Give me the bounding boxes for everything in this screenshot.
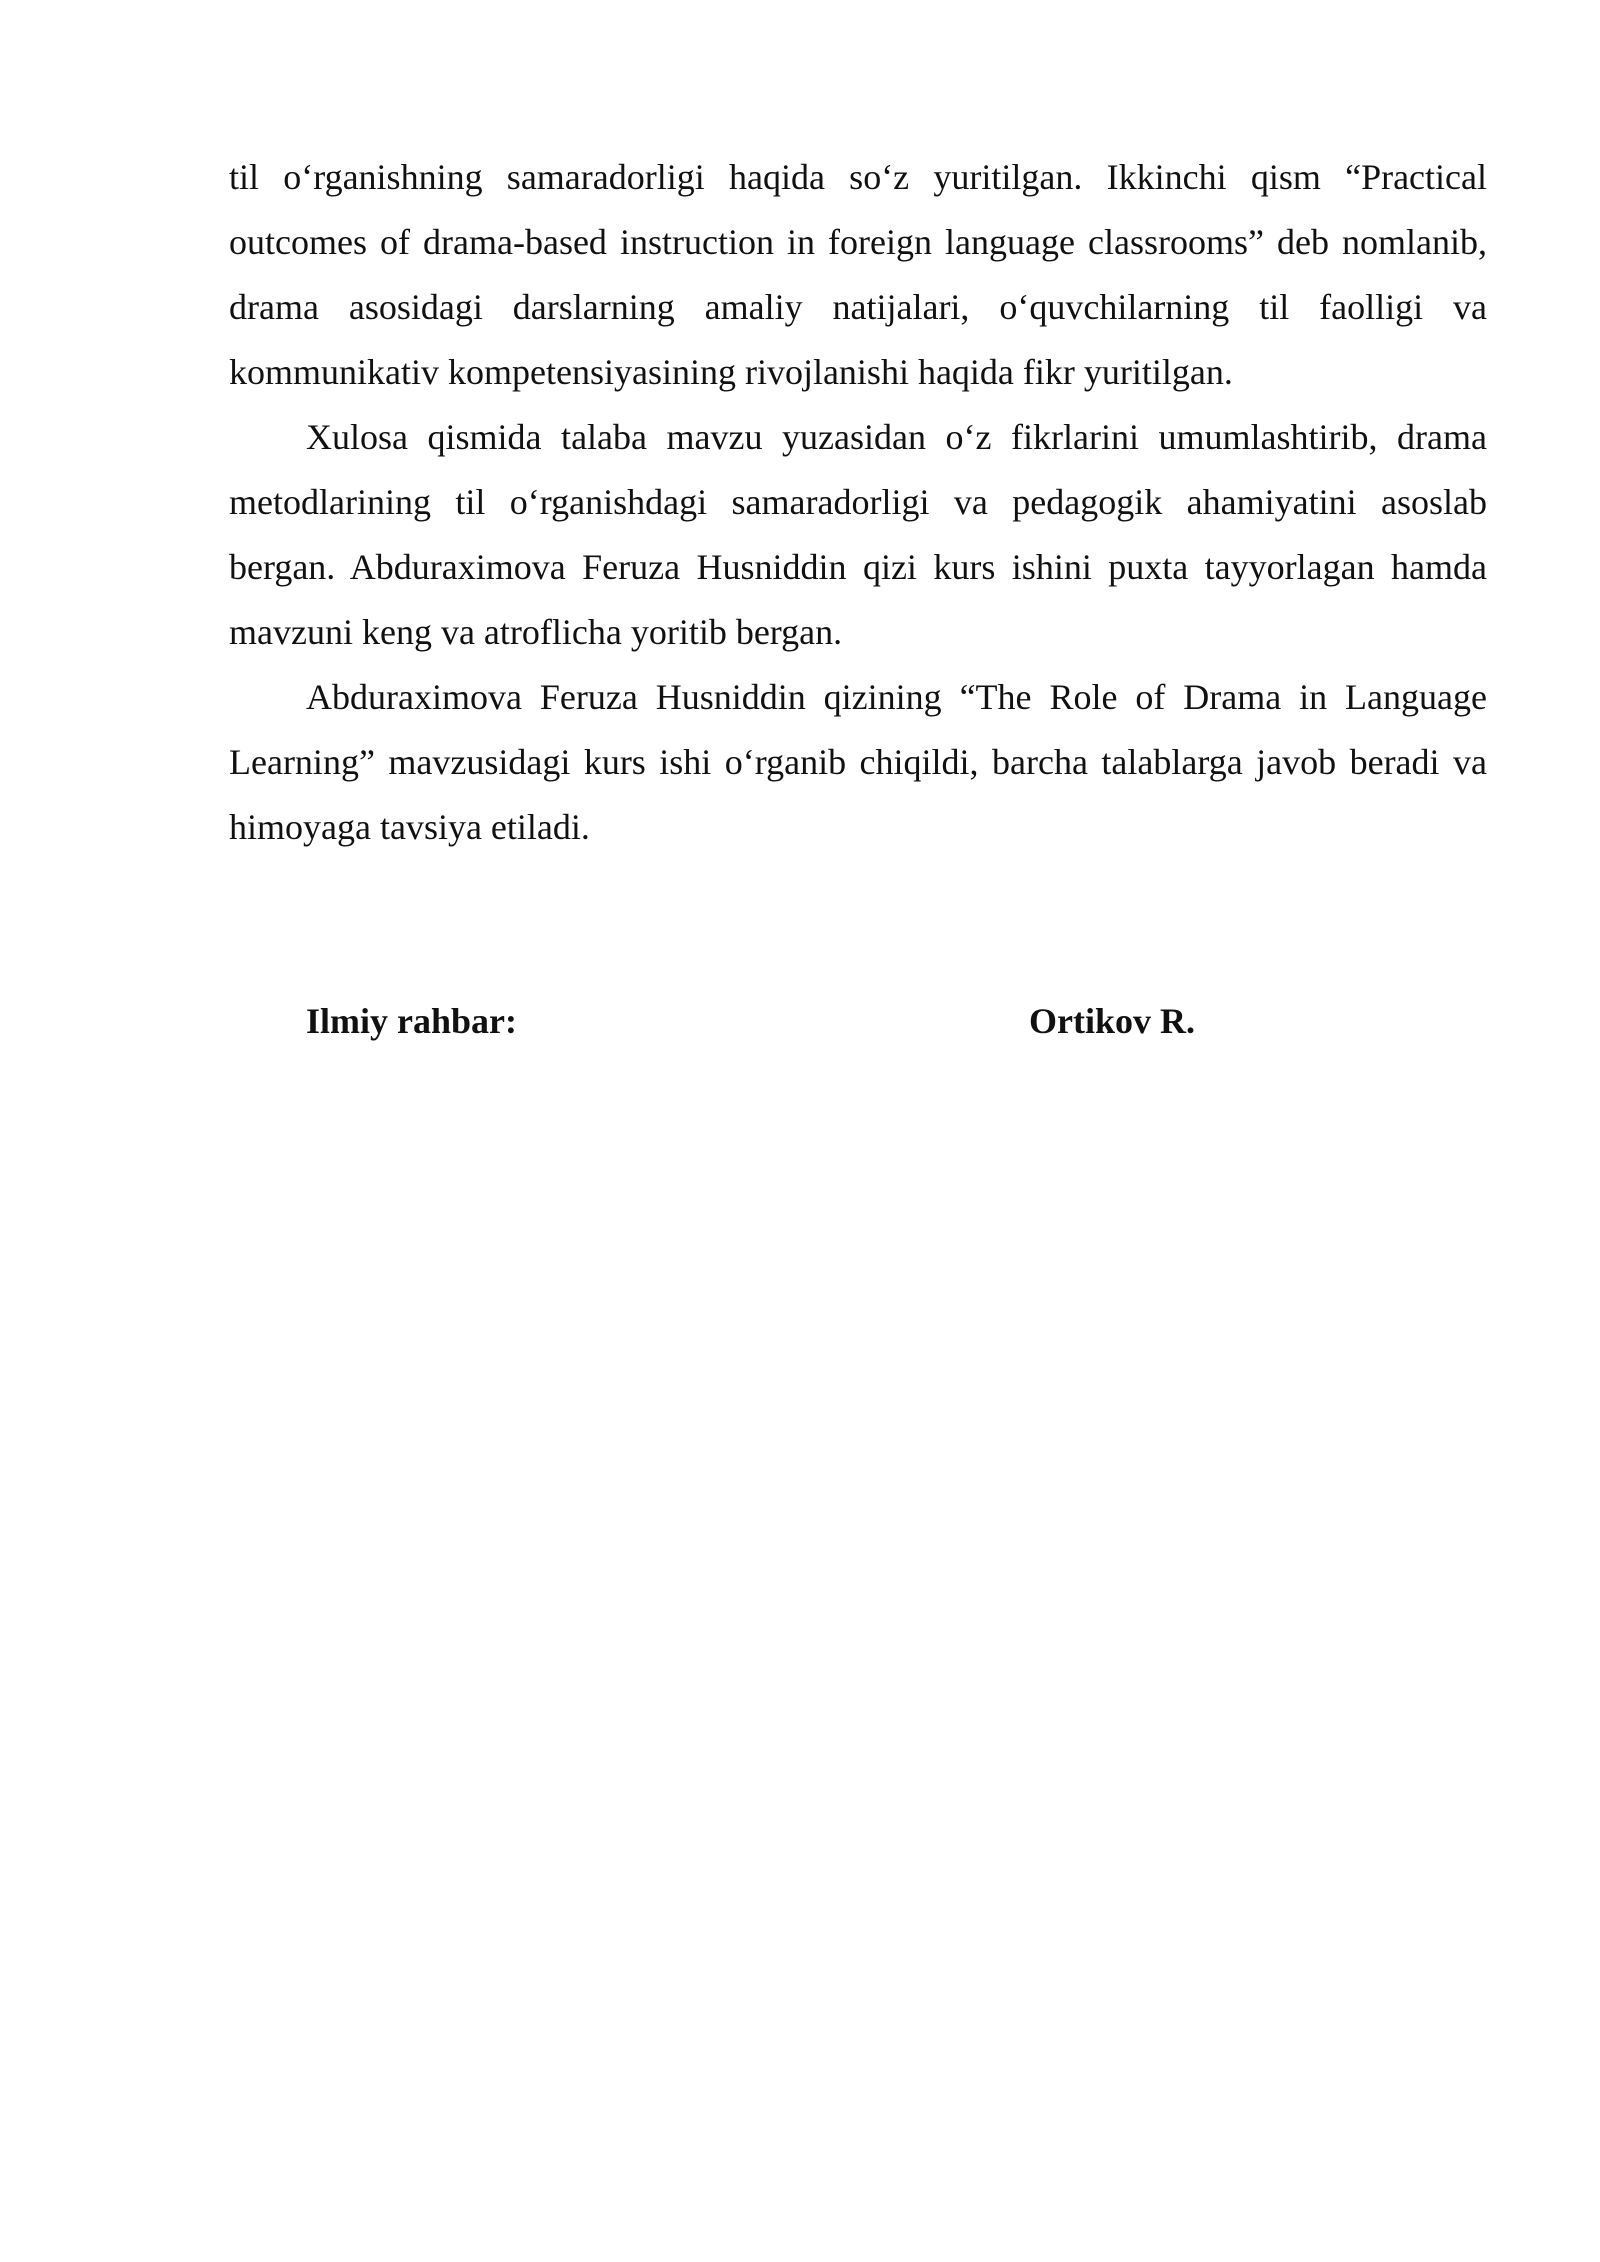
document-body bbox=[229, 145, 1487, 860]
supervisor-name: Ortikov R. bbox=[1029, 1001, 1195, 1041]
supervisor-label: Ilmiy rahbar: bbox=[306, 1001, 517, 1041]
paragraph-recommendation: Abduraximova Feruza Husniddin qizining “The Role of Drama in Language Learning” mavzusidagi kurs ishi o‘rganib chiqildi, barcha talablarga javob beradi va himoyaga tavsiya etiladi. bbox=[229, 677, 1487, 847]
paragraph-continuation: til o‘rganishning samaradorligi haqida so‘z yuritilgan. Ikkinchi qism “Practical outcomes of drama-based instruction in foreign language classrooms” deb nomlanib, drama asosidagi darslarning amaliy natijalari, o‘quvchilarning til faolligi va kommunikativ kompetensiyasining rivojlanishi haqida fikr yuritilgan. bbox=[229, 157, 1487, 392]
paragraph-conclusion: Xulosa qismida talaba mavzu yuzasidan o‘z fikrlarini umumlashtirib, drama metodlarining til o‘rganishdagi samaradorligi va pedagogik ahamiyatini asoslab bergan. Abduraximova Feruza Husniddin qizi kurs ishini puxta tayyorlagan hamda mavzuni keng va atroflicha yoritib bergan. bbox=[229, 417, 1487, 652]
